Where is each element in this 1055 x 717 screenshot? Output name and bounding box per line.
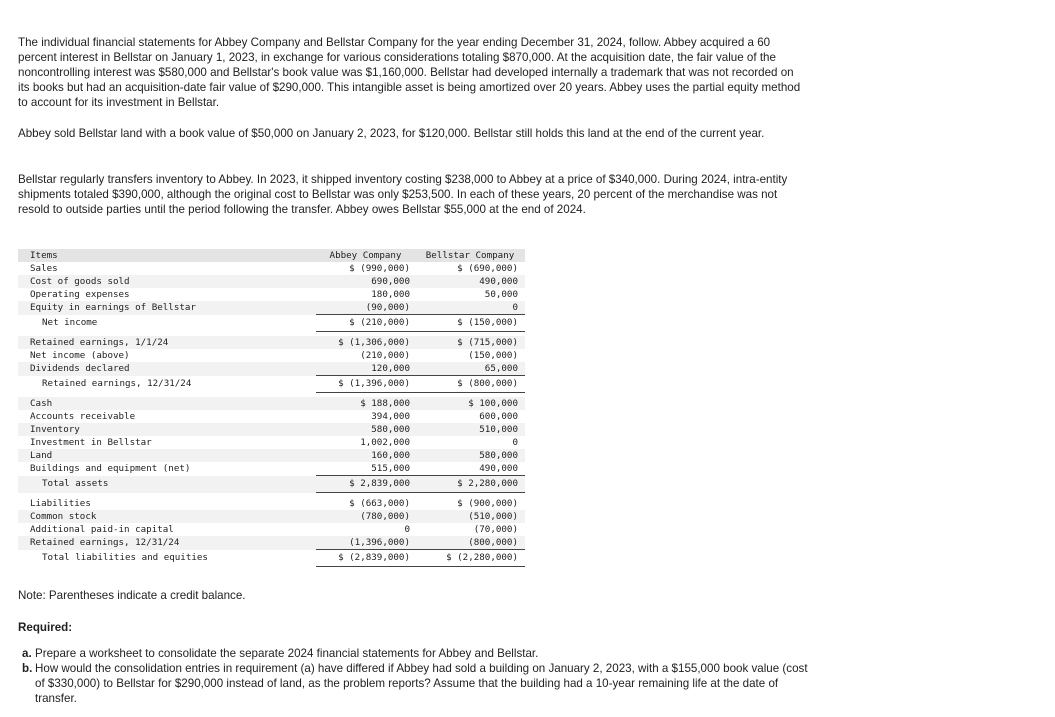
- table-row: Cash $ 188,000 $ 100,000: [18, 397, 525, 410]
- table-row: Sales $ (990,000) $ (690,000): [30, 263, 518, 274]
- table-row-total: Total liabilities and equities $ (2,839,000) $ (2,280,000): [18, 550, 525, 567]
- required-list: [18, 646, 818, 706]
- table-row: Land 160,000 580,000: [18, 449, 525, 462]
- table-row: Accounts receivable 394,000 600,000: [30, 411, 518, 422]
- required-heading: Required:: [18, 621, 73, 634]
- table-row: Cost of goods sold 690,000 490,000: [18, 275, 525, 288]
- required-item-b: [18, 661, 818, 706]
- table-header-row: [18, 249, 525, 262]
- table-row: Inventory 580,000 510,000: [18, 423, 525, 436]
- required-item-a: [18, 646, 818, 661]
- table-row-total: Net income $ (210,000) $ (150,000): [18, 315, 525, 332]
- header-items: Items: [18, 249, 316, 262]
- required-item-text: Prepare a worksheet to consolidate the separate 2024 financial statements for Abbey and Bellstar.: [35, 647, 539, 660]
- table-row: Common stock (780,000) (510,000): [18, 510, 525, 523]
- table-note: Note: Parentheses indicate a credit balance.: [18, 589, 246, 602]
- table-row-total: Total assets $ 2,839,000 $ 2,280,000: [18, 476, 525, 493]
- table-row: Retained earnings, 1/1/24 $ (1,306,000) $ (715,000): [18, 336, 525, 349]
- table-row: Buildings and equipment (net) 515,000 490,000: [18, 462, 525, 476]
- table-row: Liabilities $ (663,000) $ (900,000): [30, 498, 518, 509]
- table-row: Operating expenses 180,000 50,000: [30, 289, 518, 300]
- header-abbey-company: Abbey Company: [316, 249, 415, 262]
- required-item-marker: a.: [22, 647, 32, 660]
- table-row: Investment in Bellstar 1,002,000 0: [30, 437, 518, 448]
- table-row: Additional paid-in capital 0 (70,000): [30, 524, 518, 535]
- financial-statements-table: [18, 249, 525, 567]
- table-row: Retained earnings, 12/31/24 (1,396,000) (800,000): [18, 536, 525, 550]
- intro-paragraph-inventory-transfers: Bellstar regularly transfers inventory to Abbey. In 2023, it shipped inventory costing $238,000 to Abbey at a price of $340,000. During 2024, intra-entity shipments totaled $390,000, although the original cost to Bellstar was only $253,500. In each of these years, 20 percent of the merchandise was not resold to outside parties until the period following the transfer. Abbey owes Bellstar $55,000 at the end of 2024.: [18, 173, 788, 216]
- table-row: Equity in earnings of Bellstar (90,000) 0: [18, 301, 525, 315]
- required-item-text: How would the consolidation entries in requirement (a) have differed if Abbey had sold a building on January 2, 2023, with a $155,000 book value (cost of $330,000) to Bellstar for $290,000 instead of land, as the problem reports? Assume that the building had a 10-year remaining life at the date of transfer.: [35, 662, 808, 705]
- table-row-total: Retained earnings, 12/31/24 $ (1,396,000) $ (800,000): [18, 376, 525, 393]
- table-row: Dividends declared 120,000 65,000: [18, 362, 525, 376]
- table-row: Net income (above) (210,000) (150,000): [30, 350, 518, 361]
- intro-paragraph-land-sale: Abbey sold Bellstar land with a book value of $50,000 on January 2, 2023, for $120,000. Bellstar still holds this land at the end of the current year.: [18, 127, 765, 140]
- header-bellstar-company: Bellstar Company: [415, 249, 525, 262]
- required-item-marker: b.: [22, 662, 33, 675]
- intro-paragraph-acquisition: The individual financial statements for Abbey Company and Bellstar Company for the year ending December 31, 2024, follow. Abbey acquired a 60 percent interest in Bellstar on January 1, 2023, in exchange for various considerations totaling $870,000. At the acquisition date, the fair value of the noncontrolling interest was $580,000 and Bellstar's book value was $1,160,000. Bellstar had developed internally a trademark that was not recorded on its books but had an acquisition-date fair value of $290,000. This intangible asset is being amortized over 20 years. Abbey uses the partial equity method to account for its investment in Bellstar.: [18, 36, 801, 109]
